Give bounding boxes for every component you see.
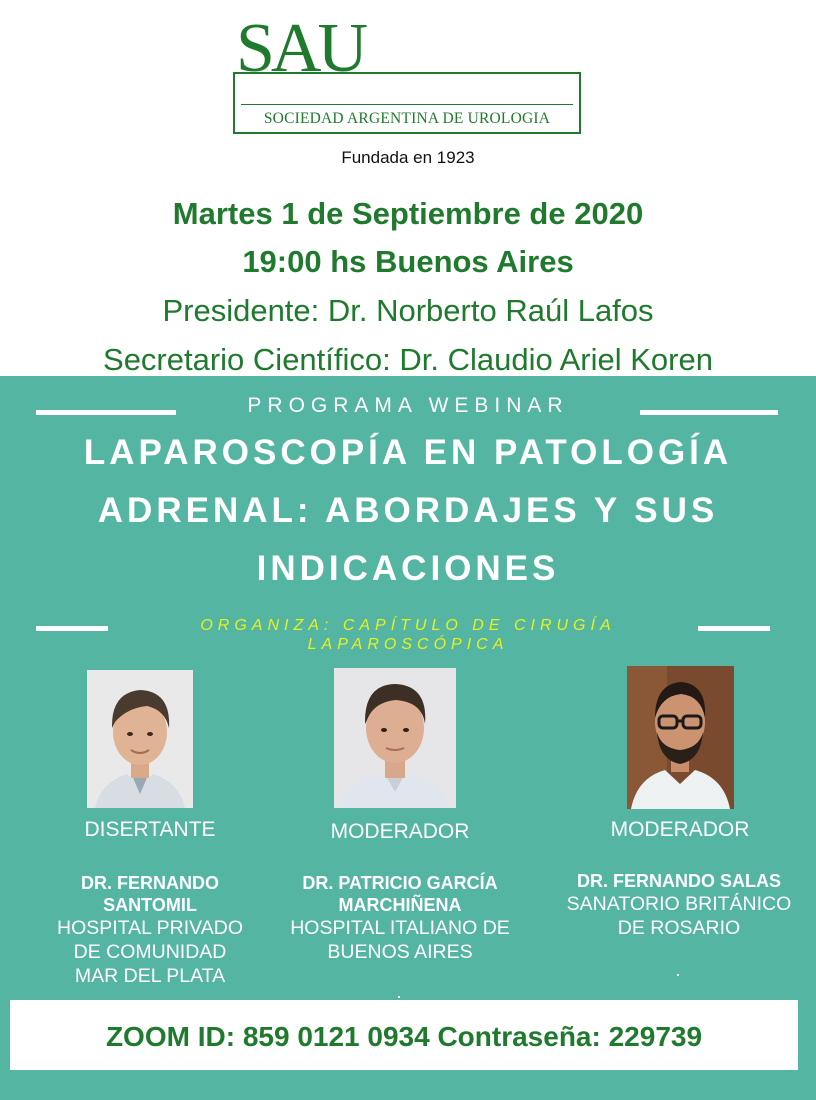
speaker-affiliation: HOSPITAL PRIVADO — [56, 917, 243, 939]
webinar-title — [40, 424, 776, 598]
event-date: Martes 1 de Septiembre de 2020 — [172, 196, 644, 231]
speaker-name: SANTOMIL — [103, 895, 197, 915]
title-line: INDICACIONES — [256, 549, 560, 588]
decorative-dot — [677, 974, 679, 976]
speaker-info — [30, 872, 270, 988]
logo-rule — [241, 104, 573, 105]
speaker-name: DR. PATRICIO GARCÍA — [302, 873, 498, 893]
speaker-role: MODERADOR — [330, 820, 470, 843]
speaker-photo-salas — [627, 666, 734, 809]
speaker-photo-garcia-marchinena — [334, 668, 456, 808]
speaker-affiliation: BUENOS AIRES — [327, 941, 473, 963]
speaker-role: DISERTANTE — [84, 818, 216, 841]
program-label: PROGRAMA WEBINAR — [247, 394, 569, 417]
speaker-affiliation: MAR DEL PLATA — [74, 965, 226, 987]
zoom-meeting-info: ZOOM ID: 859 0121 0934 Contraseña: 229739 — [10, 1000, 798, 1070]
speaker-name: DR. FERNANDO SALAS — [576, 871, 781, 891]
divider-left — [36, 626, 108, 631]
speaker-affiliation: HOSPITAL ITALIANO DE — [290, 917, 510, 939]
secretary-line: Secretario Científico: Dr. Claudio Ariel Koren — [103, 342, 713, 377]
speaker-role: MODERADOR — [610, 818, 750, 841]
divider-right — [698, 626, 770, 631]
speaker-info — [546, 870, 812, 940]
speaker-photo-santomil — [87, 670, 193, 808]
organizer-text: LAPAROSCÓPICA — [307, 636, 509, 653]
speaker-affiliation: DE COMUNIDAD — [73, 941, 227, 963]
president-line: Presidente: Dr. Norberto Raúl Lafos — [162, 293, 654, 328]
organizer-text: ORGANIZA: CAPÍTULO DE CIRUGÍA — [200, 617, 616, 634]
title-line: ADRENAL: ABORDAJES Y SUS — [97, 491, 719, 530]
decorative-dot — [398, 996, 400, 998]
speaker-affiliation: DE ROSARIO — [617, 917, 741, 939]
title-line: LAPAROSCOPÍA EN PATOLOGÍA — [83, 433, 733, 472]
speaker-affiliation: SANATORIO BRITÁNICO — [566, 893, 792, 915]
organizer-line — [140, 616, 676, 654]
logo-society-name: SOCIEDAD ARGENTINA DE UROLOGIA — [263, 110, 551, 127]
speaker-info — [270, 872, 530, 964]
speaker-name: MARCHIÑENA — [338, 895, 462, 915]
sau-logo-box — [233, 72, 581, 134]
speaker-name: DR. FERNANDO — [81, 873, 219, 893]
sau-logo-letters: SAU — [236, 10, 365, 87]
event-time: 19:00 hs Buenos Aires — [242, 244, 574, 279]
founded-year: Fundada en 1923 — [341, 148, 475, 167]
